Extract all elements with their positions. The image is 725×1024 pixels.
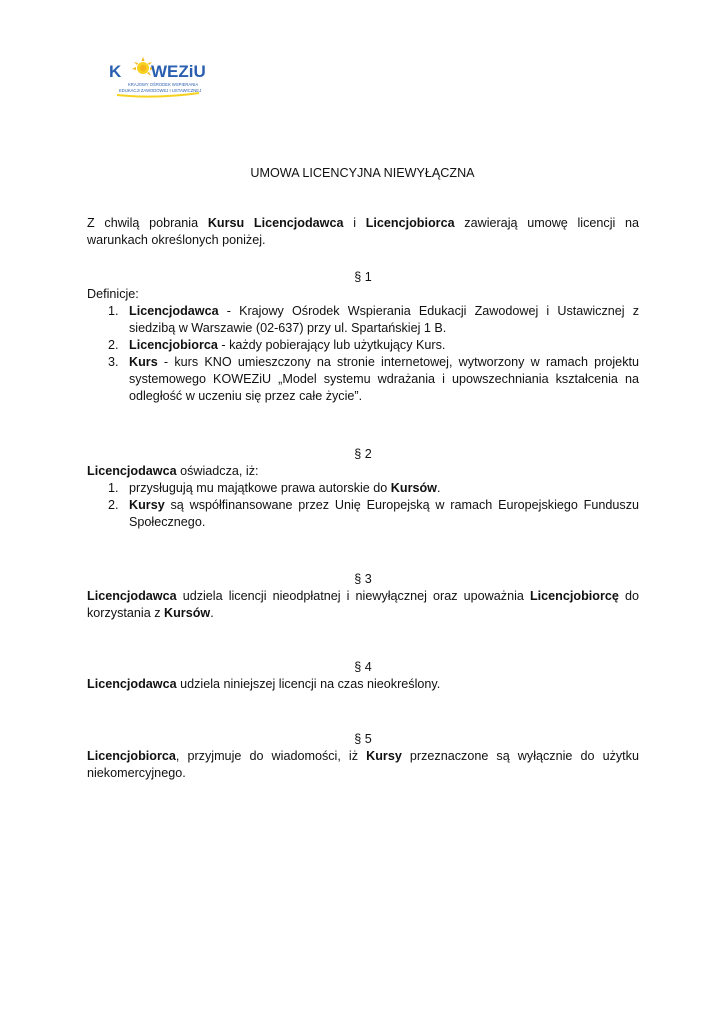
paragraph-text: przeznaczone są wyłącznie do użytku niekomercyjnego. (87, 749, 639, 780)
logo-letter-k: K (109, 62, 122, 81)
section-5-heading: § 5 (354, 732, 372, 746)
intro-text: zawierają umowę licencji na warunkach określonych poniżej. (87, 216, 639, 247)
section-4-paragraph (87, 676, 639, 693)
definition-text: - każdy pobierający lub użytkujący Kurs. (217, 338, 446, 352)
definition-item (87, 354, 639, 405)
intro-bold-licencjobiorca: Licencjobiorca (365, 216, 455, 230)
paragraph-text: do korzystania z (87, 589, 639, 620)
section-3 (87, 571, 639, 622)
item-number: 3. (108, 355, 119, 369)
section-4 (87, 659, 639, 693)
intro-text: Z chwilą pobrania (87, 216, 208, 230)
logo-subtitle-1: KRAJOWY OŚRODEK WSPIERANIA (128, 82, 199, 87)
bold-term: Kursów (164, 606, 211, 620)
paragraph-text: udziela niniejszej licencji na czas nieokreślony. (176, 677, 441, 691)
koweziu-logo (107, 55, 207, 101)
definition-term: Licencjodawca (129, 304, 219, 318)
paragraph-text: udziela licencji nieodpłatnej i niewyłącznej oraz upoważnia (176, 589, 530, 603)
section-2-heading: § 2 (354, 447, 372, 461)
item-number: 1. (108, 304, 119, 318)
definitions-list (87, 303, 639, 405)
logo-wordmark-rest: WEZiU (151, 62, 206, 81)
logo-subtitle-2: EDUKACJI ZAWODOWEJ I USTAWICZNEJ (119, 88, 202, 93)
logo-graphic (107, 55, 207, 101)
lead-text: oświadcza, iż: (176, 464, 259, 478)
intro-bold-kursu-licencjodawca: Kursu Licencjodawca (207, 216, 344, 230)
definition-text: - Krajowy Ośrodek Wspierania Edukacji Zawodowej i Ustawicznej z siedzibą w Warszawie (02-637) przy ul. Spartańskiej 1 B. (129, 304, 639, 335)
section-4-heading: § 4 (354, 660, 372, 674)
item-bold: Kursy (129, 498, 165, 512)
section-3-paragraph (87, 588, 639, 622)
logo-swoosh-icon (117, 93, 199, 97)
definition-term: Licencjobiorca (129, 338, 218, 352)
bold-term: Licencjodawca (87, 677, 177, 691)
section-5-paragraph (87, 748, 639, 782)
definition-item (87, 303, 639, 337)
bold-term: Kursy (366, 749, 402, 763)
item-text: . (436, 481, 441, 495)
section-1 (87, 269, 639, 405)
item-number: 2. (108, 498, 119, 512)
lead-bold: Licencjodawca (87, 464, 177, 478)
document-title: UMOWA LICENCYJNA NIEWYŁĄCZNA (250, 166, 475, 180)
section-2-lead (87, 463, 639, 480)
item-number: 1. (108, 481, 119, 495)
item-number: 2. (108, 338, 119, 352)
section-2 (87, 446, 639, 531)
section-1-label: Definicje: (87, 287, 139, 301)
item-text: przysługują mu majątkowe prawa autorskie do (129, 481, 391, 495)
paragraph-text: , przyjmuje do wiadomości, iż (175, 749, 367, 763)
declaration-item (87, 480, 639, 497)
declaration-item (87, 497, 639, 531)
intro-paragraph (87, 215, 639, 249)
section-3-heading: § 3 (354, 572, 372, 586)
bold-term: Licencjobiorcę (529, 589, 619, 603)
definition-item (87, 337, 639, 354)
paragraph-text: . (210, 606, 214, 620)
section-1-heading: § 1 (354, 270, 372, 284)
item-bold: Kursów (390, 481, 437, 495)
section-5 (87, 731, 639, 782)
bold-term: Licencjodawca (87, 589, 177, 603)
declarations-list (87, 480, 639, 531)
intro-text: i (343, 216, 366, 230)
definition-text: - kurs KNO umieszczony na stronie internetowej, wytworzony w ramach projektu systemowego KOWEZiU „Model systemu wdrażania i upowszechniania kształcenia na odległość w uczeniu się przez całe życie”. (129, 355, 639, 403)
bold-term: Licencjobiorca (87, 749, 176, 763)
definition-term: Kurs (129, 355, 158, 369)
item-text: są współfinansowane przez Unię Europejską w ramach Europejskiego Funduszu Społecznego. (129, 498, 639, 529)
